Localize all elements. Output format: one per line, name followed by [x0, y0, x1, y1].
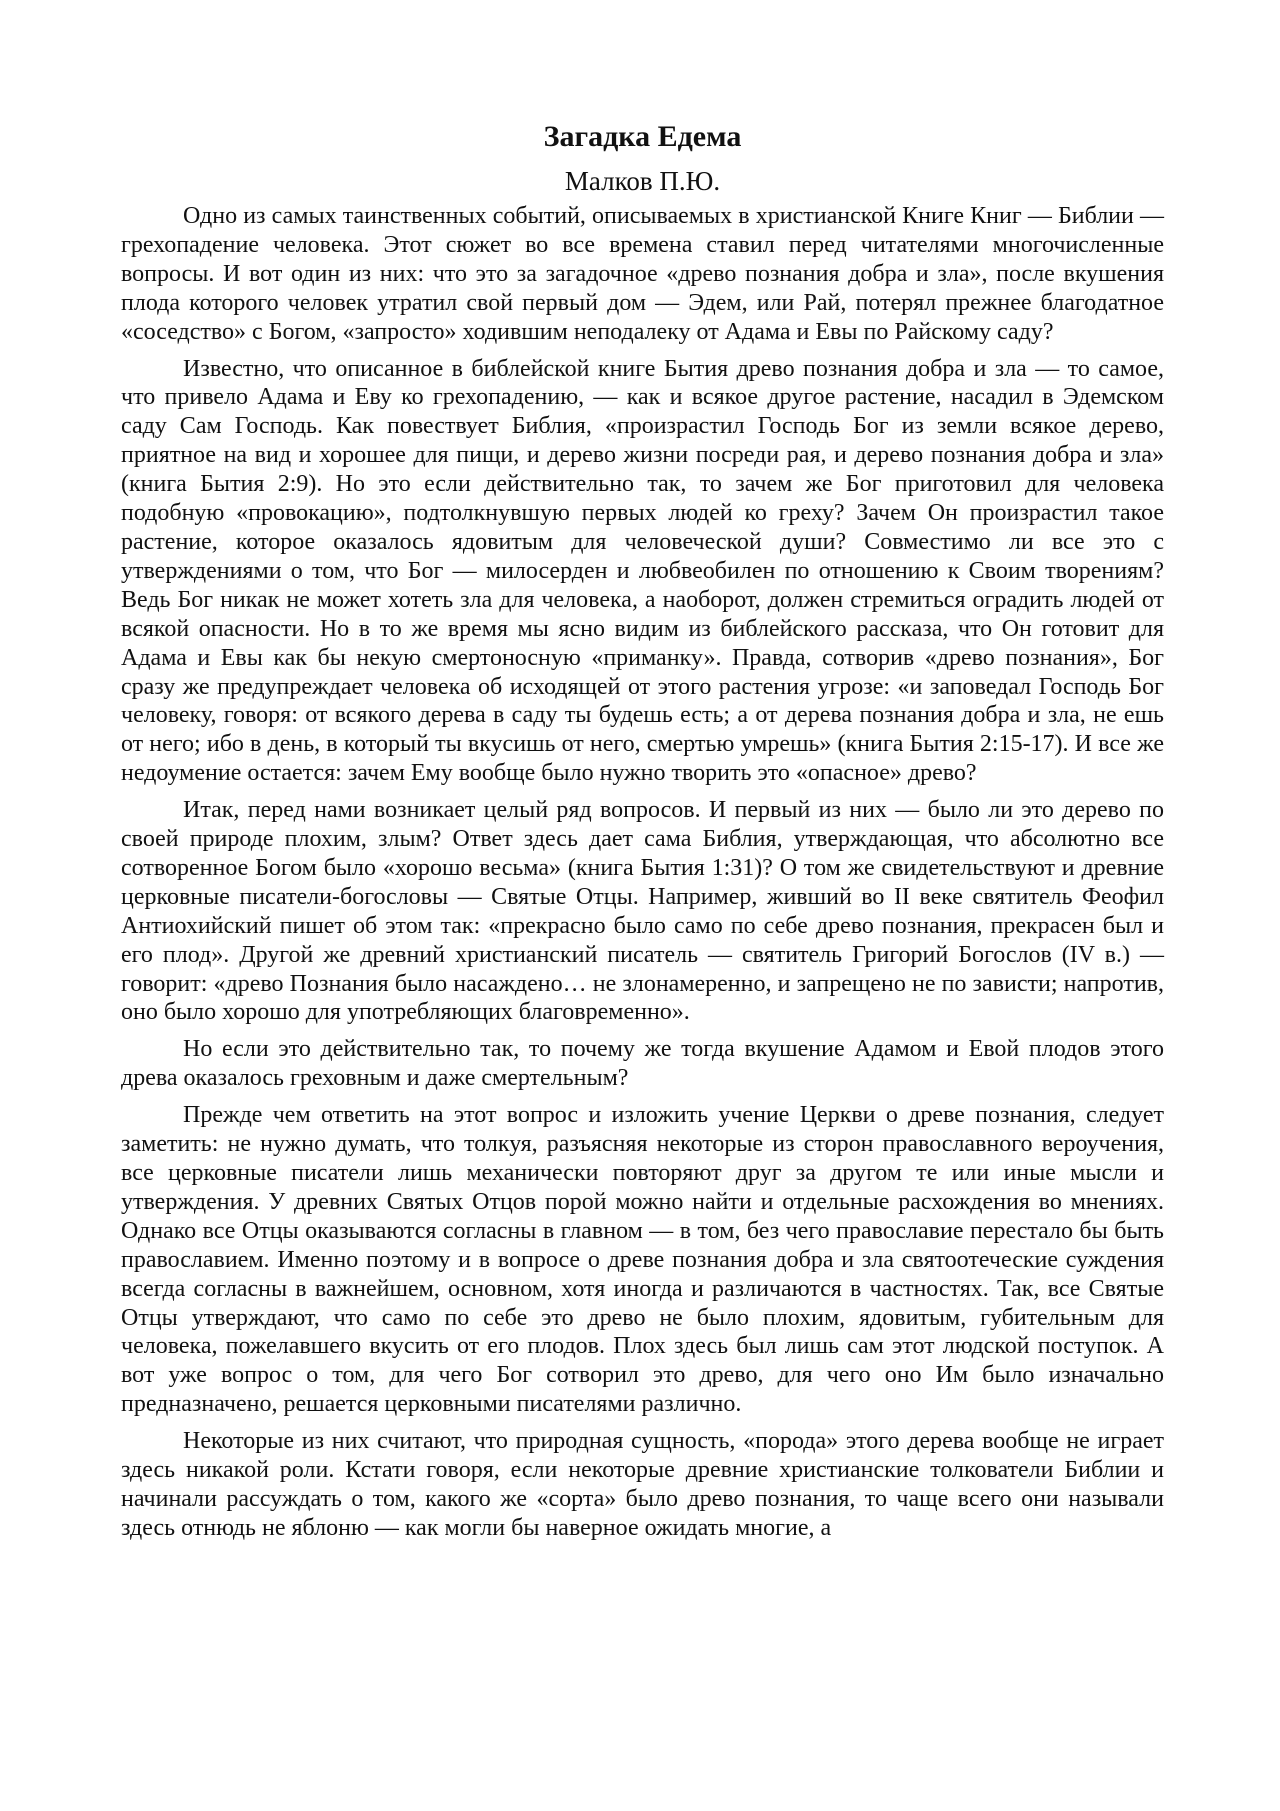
document-title: Загадка Едема	[543, 120, 742, 153]
paragraph-3: Итак, перед нами возникает целый ряд вопросов. И первый из них — было ли это дерево по своей природе плохим, злым? Ответ здесь дает сама Библия, утверждающая, что абсолютно все сотворенное Богом было «хорошо весьма» (книга Бытия 1:31)? О том же свидетельствуют и древние церковные писатели-богословы — Святые Отцы. Например, живший во II веке святитель Феофил Антиохийский пишет об этом так: «прекрасно было само по себе древо познания, прекрасен был и его плод». Другой же древний христианский писатель — святитель Григорий Богослов (IV в.) — говорит: «древо Познания было насаждено… не злонамеренно, и запрещено не по зависти; напротив, оно было хорошо для употребляющих благовременно».	[121, 797, 1164, 1026]
paragraph-4: Но если это действительно так, то почему же тогда вкушение Адамом и Евой плодов этого древа оказалось греховным и даже смертельным?	[121, 1036, 1164, 1092]
document-author: Малков П.Ю.	[564, 166, 721, 196]
paragraph-1: Одно из самых таинственных событий, описываемых в христианской Книге Книг — Библии — грехопадение человека. Этот сюжет во все времена ставил перед читателями многочисленные вопросы. И вот один из них: что это за загадочное «древо познания добра и зла», после вкушения плода которого человек утратил свой первый дом — Эдем, или Рай, потерял прежнее благодатное «соседство» с Богом, «запросто» ходившим неподалеку от Адама и Евы по Райскому саду?	[121, 203, 1164, 345]
paragraph-6: Некоторые из них считают, что природная сущность, «порода» этого дерева вообще не играет здесь никакой роли. Кстати говоря, если некоторые древние христианские толкователи Библии и начинали рассуждать о том, какого же «сорта» было древо познания, то чаще всего они называли здесь отнюдь не яблоню — как могли бы наверное ожидать многие, а	[121, 1428, 1164, 1541]
paragraph-2: Известно, что описанное в библейской книге Бытия древо познания добра и зла — то самое, что привело Адама и Еву ко грехопадению, — как и всякое другое растение, насадил в Эдемском саду Сам Господь. Как повествует Библия, «произрастил Господь Бог из земли всякое дерево, приятное на вид и хорошее для пищи, и дерево жизни посреди рая, и дерево познания добра и зла» (книга Бытия 2:9). Но это если действительно так, то зачем же Бог приготовил для человека подобную «провокацию», подтолкнувшую первых людей ко греху? Зачем Он произрастил такое растение, которое оказалось ядовитым для человеческой души? Совместимо ли все это с утверждениями о том, что Бог — милосерден и любвеобилен по отношению к Своим творениям? Ведь Бог никак не может хотеть зла для человека, а наоборот, должен стремиться оградить людей от всякой опасности. Но в то же время мы ясно видим из библейского рассказа, что Он готовит для Адама и Евы как бы некую смертоносную «приманку». Правда, сотворив «древо познания», Бог сразу же предупреждает человека об исходящей от этого растения угрозе: «и заповедал Господь Бог человеку, говоря: от всякого дерева в саду ты будешь есть; а от дерева познания добра и зла, не ешь от него; ибо в день, в который ты вкусишь от него, смертью умрешь» (книга Бытия 2:15-17). И все же недоумение остается: зачем Ему вообще было нужно творить это «опасное» древо?	[121, 355, 1164, 787]
paragraph-5: Прежде чем ответить на этот вопрос и изложить учение Церкви о древе познания, следует заметить: не нужно думать, что толкуя, разъясняя некоторые из сторон православного вероучения, все церковные писатели лишь механически повторяют друг за другом те или иные мысли и утверждения. У древних Святых Отцов порой можно найти и отдельные расхождения во мнениях. Однако все Отцы оказываются согласны в главном — в том, без чего православие перестало бы быть православием. Именно поэтому и в вопросе о древе познания добра и зла святоотеческие суждения всегда согласны в важнейшем, основном, хотя иногда и различаются в частностях. Так, все Святые Отцы утверждают, что само по себе это древо не было плохим, ядовитым, губительным для человека, пожелавшего вкусить от его плодов. Плох здесь был лишь сам этот людской поступок. А вот уже вопрос о том, для чего Бог сотворил это древо, для чего оно Им было изначально предназначено, решается церковными писателями различно.	[121, 1102, 1164, 1418]
document-page	[121, 118, 1164, 1543]
